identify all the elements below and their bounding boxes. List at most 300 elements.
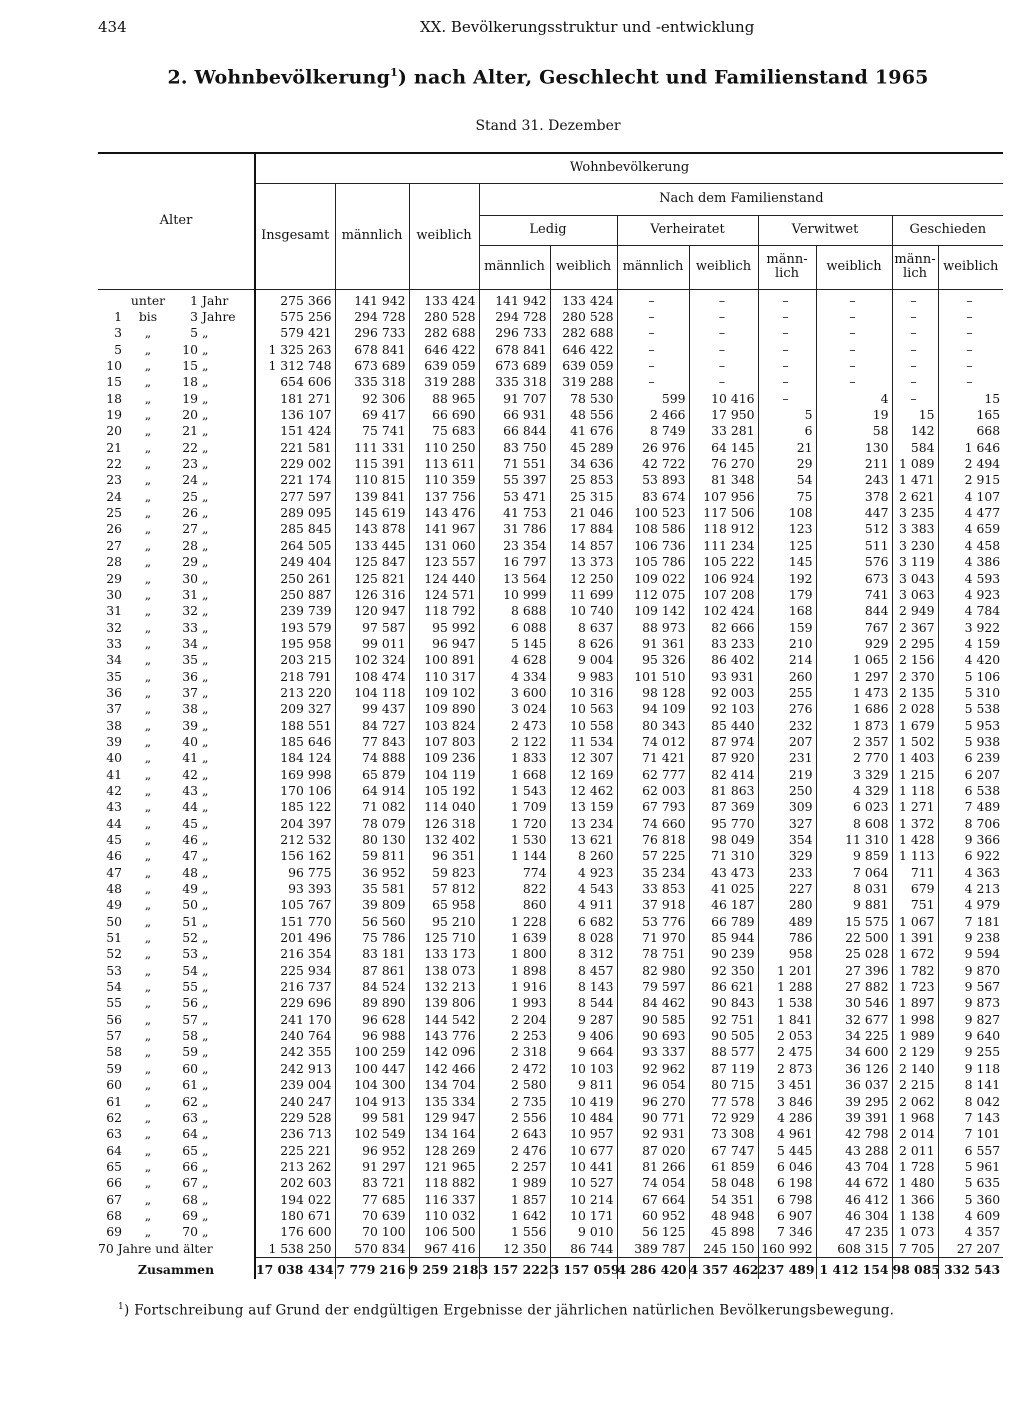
value-cell: 673 689 bbox=[335, 358, 409, 374]
age-part-a: 58 bbox=[106, 1044, 122, 1060]
value-cell: 3 329 bbox=[816, 766, 892, 782]
value-cell: – bbox=[689, 374, 758, 390]
value-cell: – bbox=[938, 289, 1003, 309]
value-cell: – bbox=[816, 342, 892, 358]
value-cell: 239 739 bbox=[255, 603, 335, 619]
value-cell: 71 421 bbox=[617, 750, 689, 766]
age-part-a: 31 bbox=[106, 603, 122, 619]
value-cell: 79 597 bbox=[617, 979, 689, 995]
value-cell: 296 733 bbox=[335, 325, 409, 341]
age-part-c: 70 bbox=[182, 1224, 198, 1240]
value-cell: 10 103 bbox=[550, 1061, 617, 1077]
table-row bbox=[98, 914, 1003, 930]
value-cell: 201 496 bbox=[255, 930, 335, 946]
value-cell: 71 970 bbox=[617, 930, 689, 946]
age-range bbox=[98, 669, 254, 685]
age-part-a: 66 bbox=[106, 1175, 122, 1191]
value-cell: 3 451 bbox=[758, 1077, 816, 1093]
page-header bbox=[98, 18, 998, 42]
value-cell: 231 bbox=[758, 750, 816, 766]
value-cell: 242 913 bbox=[255, 1061, 335, 1077]
value-cell: 9 881 bbox=[816, 897, 892, 913]
age-part-c: 46 bbox=[182, 832, 198, 848]
value-cell: 137 756 bbox=[409, 489, 479, 505]
age-cell bbox=[98, 668, 255, 684]
age-cell bbox=[98, 897, 255, 913]
age-cell bbox=[98, 946, 255, 962]
age-part-d: „ bbox=[202, 1175, 209, 1191]
age-part-c: 5 bbox=[190, 325, 198, 341]
value-cell: 4 609 bbox=[938, 1208, 1003, 1224]
age-part-b: „ bbox=[144, 1077, 152, 1093]
value-cell: 4 784 bbox=[938, 603, 1003, 619]
value-cell: 96 270 bbox=[617, 1093, 689, 1109]
value-cell: 88 577 bbox=[689, 1044, 758, 1060]
value-cell: 75 786 bbox=[335, 930, 409, 946]
age-part-c: 18 bbox=[182, 374, 198, 390]
value-cell: 219 bbox=[758, 766, 816, 782]
age-range bbox=[98, 1159, 254, 1175]
value-cell: 1 873 bbox=[816, 717, 892, 733]
value-cell: 15 bbox=[938, 391, 1003, 407]
age-part-d: „ bbox=[202, 1158, 209, 1174]
age-part-d: „ bbox=[202, 750, 209, 766]
value-cell: 13 159 bbox=[550, 799, 617, 815]
value-cell: 2 621 bbox=[892, 489, 938, 505]
value-cell: 512 bbox=[816, 521, 892, 537]
col-header-geschieden: Geschieden bbox=[892, 215, 1003, 245]
age-part-d: „ bbox=[202, 1126, 209, 1142]
value-cell: 70 100 bbox=[335, 1224, 409, 1240]
age-part-c: 37 bbox=[182, 684, 198, 700]
value-cell: 1 073 bbox=[892, 1224, 938, 1240]
age-part-d: „ bbox=[202, 684, 209, 700]
value-cell: 84 524 bbox=[335, 979, 409, 995]
age-part-b: „ bbox=[144, 1207, 152, 1223]
age-part-a: 49 bbox=[106, 897, 122, 913]
value-cell: 3 922 bbox=[938, 619, 1003, 635]
value-cell: – bbox=[689, 289, 758, 309]
value-cell: 2 318 bbox=[479, 1044, 550, 1060]
age-part-b: „ bbox=[144, 962, 152, 978]
value-cell: 1 993 bbox=[479, 995, 550, 1011]
value-cell: 5 635 bbox=[938, 1175, 1003, 1191]
value-cell: 93 931 bbox=[689, 668, 758, 684]
table-row bbox=[98, 1240, 1003, 1257]
value-cell: 124 571 bbox=[409, 587, 479, 603]
age-part-a: 47 bbox=[106, 864, 122, 880]
age-part-c: 49 bbox=[182, 881, 198, 897]
age-range bbox=[98, 816, 254, 832]
value-cell: 87 861 bbox=[335, 963, 409, 979]
value-cell: 319 288 bbox=[409, 374, 479, 390]
value-cell: 120 947 bbox=[335, 603, 409, 619]
value-cell: 87 369 bbox=[689, 799, 758, 815]
value-cell: 673 bbox=[816, 570, 892, 586]
value-cell: 7 489 bbox=[938, 799, 1003, 815]
age-part-a: 60 bbox=[106, 1077, 122, 1093]
table-row bbox=[98, 1142, 1003, 1158]
value-cell: 107 803 bbox=[409, 734, 479, 750]
age-cell bbox=[98, 1224, 255, 1240]
value-cell: 104 300 bbox=[335, 1077, 409, 1093]
table-row bbox=[98, 570, 1003, 586]
age-cell bbox=[98, 717, 255, 733]
value-cell: 91 297 bbox=[335, 1159, 409, 1175]
value-cell: – bbox=[617, 309, 689, 325]
value-cell: 86 744 bbox=[550, 1240, 617, 1257]
age-part-a: 15 bbox=[106, 374, 122, 390]
value-cell: 2 357 bbox=[816, 734, 892, 750]
value-cell: 168 bbox=[758, 603, 816, 619]
age-part-d: „ bbox=[202, 537, 209, 553]
value-cell: 5 bbox=[758, 407, 816, 423]
age-part-a: 30 bbox=[106, 586, 122, 602]
value-cell: 1 679 bbox=[892, 717, 938, 733]
age-part-a: 35 bbox=[106, 668, 122, 684]
age-part-a: 23 bbox=[106, 472, 122, 488]
value-cell: 12 307 bbox=[550, 750, 617, 766]
value-cell: 13 564 bbox=[479, 570, 550, 586]
col-header-geschieden-weiblich: weiblich bbox=[938, 245, 1003, 289]
value-cell: 27 396 bbox=[816, 963, 892, 979]
age-part-a: 44 bbox=[106, 815, 122, 831]
value-cell: 93 337 bbox=[617, 1044, 689, 1060]
age-part-d: „ bbox=[202, 619, 209, 635]
value-cell: 221 581 bbox=[255, 440, 335, 456]
age-range bbox=[98, 440, 254, 456]
value-cell: 2 011 bbox=[892, 1142, 938, 1158]
value-cell: 2 370 bbox=[892, 668, 938, 684]
value-cell: – bbox=[892, 289, 938, 309]
col-header-geschieden-maennlich: männ- lich bbox=[892, 245, 938, 289]
value-cell: 1 639 bbox=[479, 930, 550, 946]
value-cell: 9 827 bbox=[938, 1012, 1003, 1028]
age-range bbox=[98, 963, 254, 979]
value-cell: 309 bbox=[758, 799, 816, 815]
table-row bbox=[98, 489, 1003, 505]
age-cell bbox=[98, 799, 255, 815]
age-part-c: 31 bbox=[182, 586, 198, 602]
value-cell: 294 728 bbox=[335, 309, 409, 325]
table-row bbox=[98, 979, 1003, 995]
age-range bbox=[98, 979, 254, 995]
value-cell: 9 983 bbox=[550, 668, 617, 684]
age-cell bbox=[98, 995, 255, 1011]
value-cell: 90 585 bbox=[617, 1012, 689, 1028]
value-cell: 8 031 bbox=[816, 881, 892, 897]
value-cell: 282 688 bbox=[550, 325, 617, 341]
age-cell bbox=[98, 472, 255, 488]
age-cell bbox=[98, 1142, 255, 1158]
value-cell: 10 563 bbox=[550, 701, 617, 717]
value-cell: 8 042 bbox=[938, 1093, 1003, 1109]
age-part-c: 3 bbox=[190, 309, 198, 325]
value-cell: 185 646 bbox=[255, 734, 335, 750]
value-cell: 104 119 bbox=[409, 766, 479, 782]
value-cell: 1 113 bbox=[892, 848, 938, 864]
value-cell: – bbox=[938, 309, 1003, 325]
table-row bbox=[98, 587, 1003, 603]
total-label: Zusammen bbox=[137, 1261, 215, 1277]
footnote-text: ) Fortschreibung auf Grund der endgültigen Ergebnisse der jährlichen natürlichen Bevölkerungsbewegung. bbox=[124, 1302, 895, 1319]
age-part-c: 36 bbox=[182, 668, 198, 684]
value-cell: 241 170 bbox=[255, 1012, 335, 1028]
table-row bbox=[98, 554, 1003, 570]
value-cell: 109 890 bbox=[409, 701, 479, 717]
age-cell bbox=[98, 570, 255, 586]
table-row bbox=[98, 799, 1003, 815]
age-part-a: 19 bbox=[106, 407, 122, 423]
table-row bbox=[98, 603, 1003, 619]
value-cell: 33 853 bbox=[617, 881, 689, 897]
col-header-verwitwet: Verwitwet bbox=[758, 215, 892, 245]
value-cell: 115 391 bbox=[335, 456, 409, 472]
value-cell: – bbox=[892, 374, 938, 390]
value-cell: 210 bbox=[758, 636, 816, 652]
value-cell: 3 024 bbox=[479, 701, 550, 717]
age-part-d: „ bbox=[202, 1207, 209, 1223]
value-cell: 83 181 bbox=[335, 946, 409, 962]
value-cell: 1 118 bbox=[892, 783, 938, 799]
value-cell: 10 316 bbox=[550, 685, 617, 701]
value-cell: 319 288 bbox=[550, 374, 617, 390]
value-cell: 112 075 bbox=[617, 587, 689, 603]
total-value-cell: 9 259 218 bbox=[409, 1257, 479, 1279]
value-cell: – bbox=[689, 325, 758, 341]
value-cell: 1 686 bbox=[816, 701, 892, 717]
age-cell bbox=[98, 1110, 255, 1126]
age-part-b: „ bbox=[144, 1175, 152, 1191]
value-cell: 2 466 bbox=[617, 407, 689, 423]
value-cell: 860 bbox=[479, 897, 550, 913]
age-cell bbox=[98, 1012, 255, 1028]
age-part-a: 43 bbox=[106, 799, 122, 815]
age-cell bbox=[98, 619, 255, 635]
value-cell: 142 bbox=[892, 423, 938, 439]
age-part-d: „ bbox=[202, 979, 209, 995]
table-row bbox=[98, 538, 1003, 554]
value-cell: 2 215 bbox=[892, 1077, 938, 1093]
value-cell: 2 295 bbox=[892, 636, 938, 652]
value-cell: 110 815 bbox=[335, 472, 409, 488]
table-row bbox=[98, 1126, 1003, 1142]
value-cell: 1 403 bbox=[892, 750, 938, 766]
value-cell: 7 705 bbox=[892, 1240, 938, 1257]
value-cell: 239 004 bbox=[255, 1077, 335, 1093]
value-cell: 92 103 bbox=[689, 701, 758, 717]
value-cell: – bbox=[938, 325, 1003, 341]
value-cell: 294 728 bbox=[479, 309, 550, 325]
value-cell: 844 bbox=[816, 603, 892, 619]
value-cell: 11 310 bbox=[816, 832, 892, 848]
value-cell: 6 239 bbox=[938, 750, 1003, 766]
value-cell: 2 770 bbox=[816, 750, 892, 766]
age-cell bbox=[98, 342, 255, 358]
age-part-b: „ bbox=[144, 995, 152, 1011]
value-cell: 87 920 bbox=[689, 750, 758, 766]
value-cell: 1 833 bbox=[479, 750, 550, 766]
age-part-c: 33 bbox=[182, 619, 198, 635]
age-part-c: 28 bbox=[182, 537, 198, 553]
age-part-c: 48 bbox=[182, 864, 198, 880]
value-cell: 9 811 bbox=[550, 1077, 617, 1093]
age-cell bbox=[98, 1191, 255, 1207]
age-part-d: „ bbox=[202, 472, 209, 488]
value-cell: 1 089 bbox=[892, 456, 938, 472]
value-cell: 96 351 bbox=[409, 848, 479, 864]
table-row bbox=[98, 456, 1003, 472]
table-row bbox=[98, 358, 1003, 374]
value-cell: 4 420 bbox=[938, 652, 1003, 668]
age-range bbox=[98, 374, 254, 390]
value-cell: 75 bbox=[758, 489, 816, 505]
age-part-c: 32 bbox=[182, 603, 198, 619]
value-cell: 125 710 bbox=[409, 930, 479, 946]
age-part-b: „ bbox=[144, 1158, 152, 1174]
age-part-a: 18 bbox=[106, 390, 122, 406]
age-part-a: 34 bbox=[106, 652, 122, 668]
age-part-c: 10 bbox=[182, 341, 198, 357]
age-cell bbox=[98, 587, 255, 603]
value-cell: 92 306 bbox=[335, 391, 409, 407]
value-cell: 4 593 bbox=[938, 570, 1003, 586]
value-cell: 110 317 bbox=[409, 668, 479, 684]
value-cell: 216 737 bbox=[255, 979, 335, 995]
value-cell: 335 318 bbox=[479, 374, 550, 390]
table-row bbox=[98, 783, 1003, 799]
age-part-c: 66 bbox=[182, 1158, 198, 1174]
age-part-c: 45 bbox=[182, 815, 198, 831]
value-cell: 10 171 bbox=[550, 1208, 617, 1224]
value-cell: 6 682 bbox=[550, 914, 617, 930]
table-row bbox=[98, 472, 1003, 488]
age-part-c: 41 bbox=[182, 750, 198, 766]
age-part-a: 36 bbox=[106, 684, 122, 700]
value-cell: 7 101 bbox=[938, 1126, 1003, 1142]
value-cell: – bbox=[758, 309, 816, 325]
age-part-d: „ bbox=[202, 341, 209, 357]
value-cell: 5 953 bbox=[938, 717, 1003, 733]
age-cell bbox=[98, 979, 255, 995]
value-cell: 105 786 bbox=[617, 554, 689, 570]
value-cell: 77 843 bbox=[335, 734, 409, 750]
value-cell: 80 715 bbox=[689, 1077, 758, 1093]
age-part-b: „ bbox=[144, 913, 152, 929]
value-cell: 741 bbox=[816, 587, 892, 603]
table-row bbox=[98, 521, 1003, 537]
value-cell: 242 355 bbox=[255, 1044, 335, 1060]
age-part-d: Jahr bbox=[202, 292, 229, 308]
total-value-cell: 3 157 059 bbox=[550, 1257, 617, 1279]
value-cell: 9 859 bbox=[816, 848, 892, 864]
age-range bbox=[98, 603, 254, 619]
value-cell: 134 164 bbox=[409, 1126, 479, 1142]
value-cell: 10 957 bbox=[550, 1126, 617, 1142]
value-cell: 105 192 bbox=[409, 783, 479, 799]
table-row bbox=[98, 619, 1003, 635]
value-cell: 1 480 bbox=[892, 1175, 938, 1191]
age-range bbox=[98, 505, 254, 521]
age-cell bbox=[98, 1044, 255, 1060]
value-cell: 289 095 bbox=[255, 505, 335, 521]
value-cell: 786 bbox=[758, 930, 816, 946]
value-cell: 96 628 bbox=[335, 1012, 409, 1028]
age-part-b: „ bbox=[144, 537, 152, 553]
value-cell: 35 581 bbox=[335, 881, 409, 897]
age-cell bbox=[98, 734, 255, 750]
value-cell: 2 475 bbox=[758, 1044, 816, 1060]
age-range bbox=[98, 1094, 254, 1110]
value-cell: 2 472 bbox=[479, 1061, 550, 1077]
age-cell bbox=[98, 1077, 255, 1093]
age-part-a: 38 bbox=[106, 717, 122, 733]
value-cell: 43 288 bbox=[816, 1142, 892, 1158]
value-cell: 96 054 bbox=[617, 1077, 689, 1093]
value-cell: 5 538 bbox=[938, 701, 1003, 717]
value-cell: 260 bbox=[758, 668, 816, 684]
value-cell: 83 674 bbox=[617, 489, 689, 505]
age-range bbox=[98, 489, 254, 505]
value-cell: 3 119 bbox=[892, 554, 938, 570]
age-part-b: „ bbox=[144, 815, 152, 831]
age-part-c: 20 bbox=[182, 407, 198, 423]
col-header-verwitwet-maennlich: männ- lich bbox=[758, 245, 816, 289]
value-cell: 31 786 bbox=[479, 521, 550, 537]
value-cell: 225 934 bbox=[255, 963, 335, 979]
value-cell: 82 414 bbox=[689, 766, 758, 782]
age-part-d: „ bbox=[202, 439, 209, 455]
value-cell: 1 989 bbox=[892, 1028, 938, 1044]
value-cell: 6 557 bbox=[938, 1142, 1003, 1158]
value-cell: 101 510 bbox=[617, 668, 689, 684]
value-cell: 81 348 bbox=[689, 472, 758, 488]
age-part-d: „ bbox=[202, 390, 209, 406]
age-part-b: „ bbox=[144, 750, 152, 766]
value-cell: 53 776 bbox=[617, 914, 689, 930]
age-part-d: „ bbox=[202, 586, 209, 602]
age-range bbox=[98, 1028, 254, 1044]
value-cell: – bbox=[892, 325, 938, 341]
age-part-b: „ bbox=[144, 586, 152, 602]
age-part-c: 63 bbox=[182, 1109, 198, 1125]
age-part-b: „ bbox=[144, 1044, 152, 1060]
age-part-d: „ bbox=[202, 701, 209, 717]
value-cell: 10 484 bbox=[550, 1110, 617, 1126]
value-cell: 36 037 bbox=[816, 1077, 892, 1093]
value-cell: 48 556 bbox=[550, 407, 617, 423]
value-cell: 195 958 bbox=[255, 636, 335, 652]
value-cell: 48 948 bbox=[689, 1208, 758, 1224]
value-cell: 77 578 bbox=[689, 1093, 758, 1109]
value-cell: 2 473 bbox=[479, 717, 550, 733]
age-part-b: „ bbox=[144, 325, 152, 341]
value-cell: 47 235 bbox=[816, 1224, 892, 1240]
value-cell: 6 538 bbox=[938, 783, 1003, 799]
total-value-cell: 4 286 420 bbox=[617, 1257, 689, 1279]
value-cell: 4 458 bbox=[938, 538, 1003, 554]
value-cell: 44 672 bbox=[816, 1175, 892, 1191]
age-range bbox=[98, 750, 254, 766]
value-cell: 66 931 bbox=[479, 407, 550, 423]
age-cell bbox=[98, 1208, 255, 1224]
value-cell: 822 bbox=[479, 881, 550, 897]
age-part-b: „ bbox=[144, 897, 152, 913]
age-range bbox=[98, 571, 254, 587]
value-cell: 4 334 bbox=[479, 668, 550, 684]
table-row bbox=[98, 1093, 1003, 1109]
value-cell: – bbox=[617, 374, 689, 390]
